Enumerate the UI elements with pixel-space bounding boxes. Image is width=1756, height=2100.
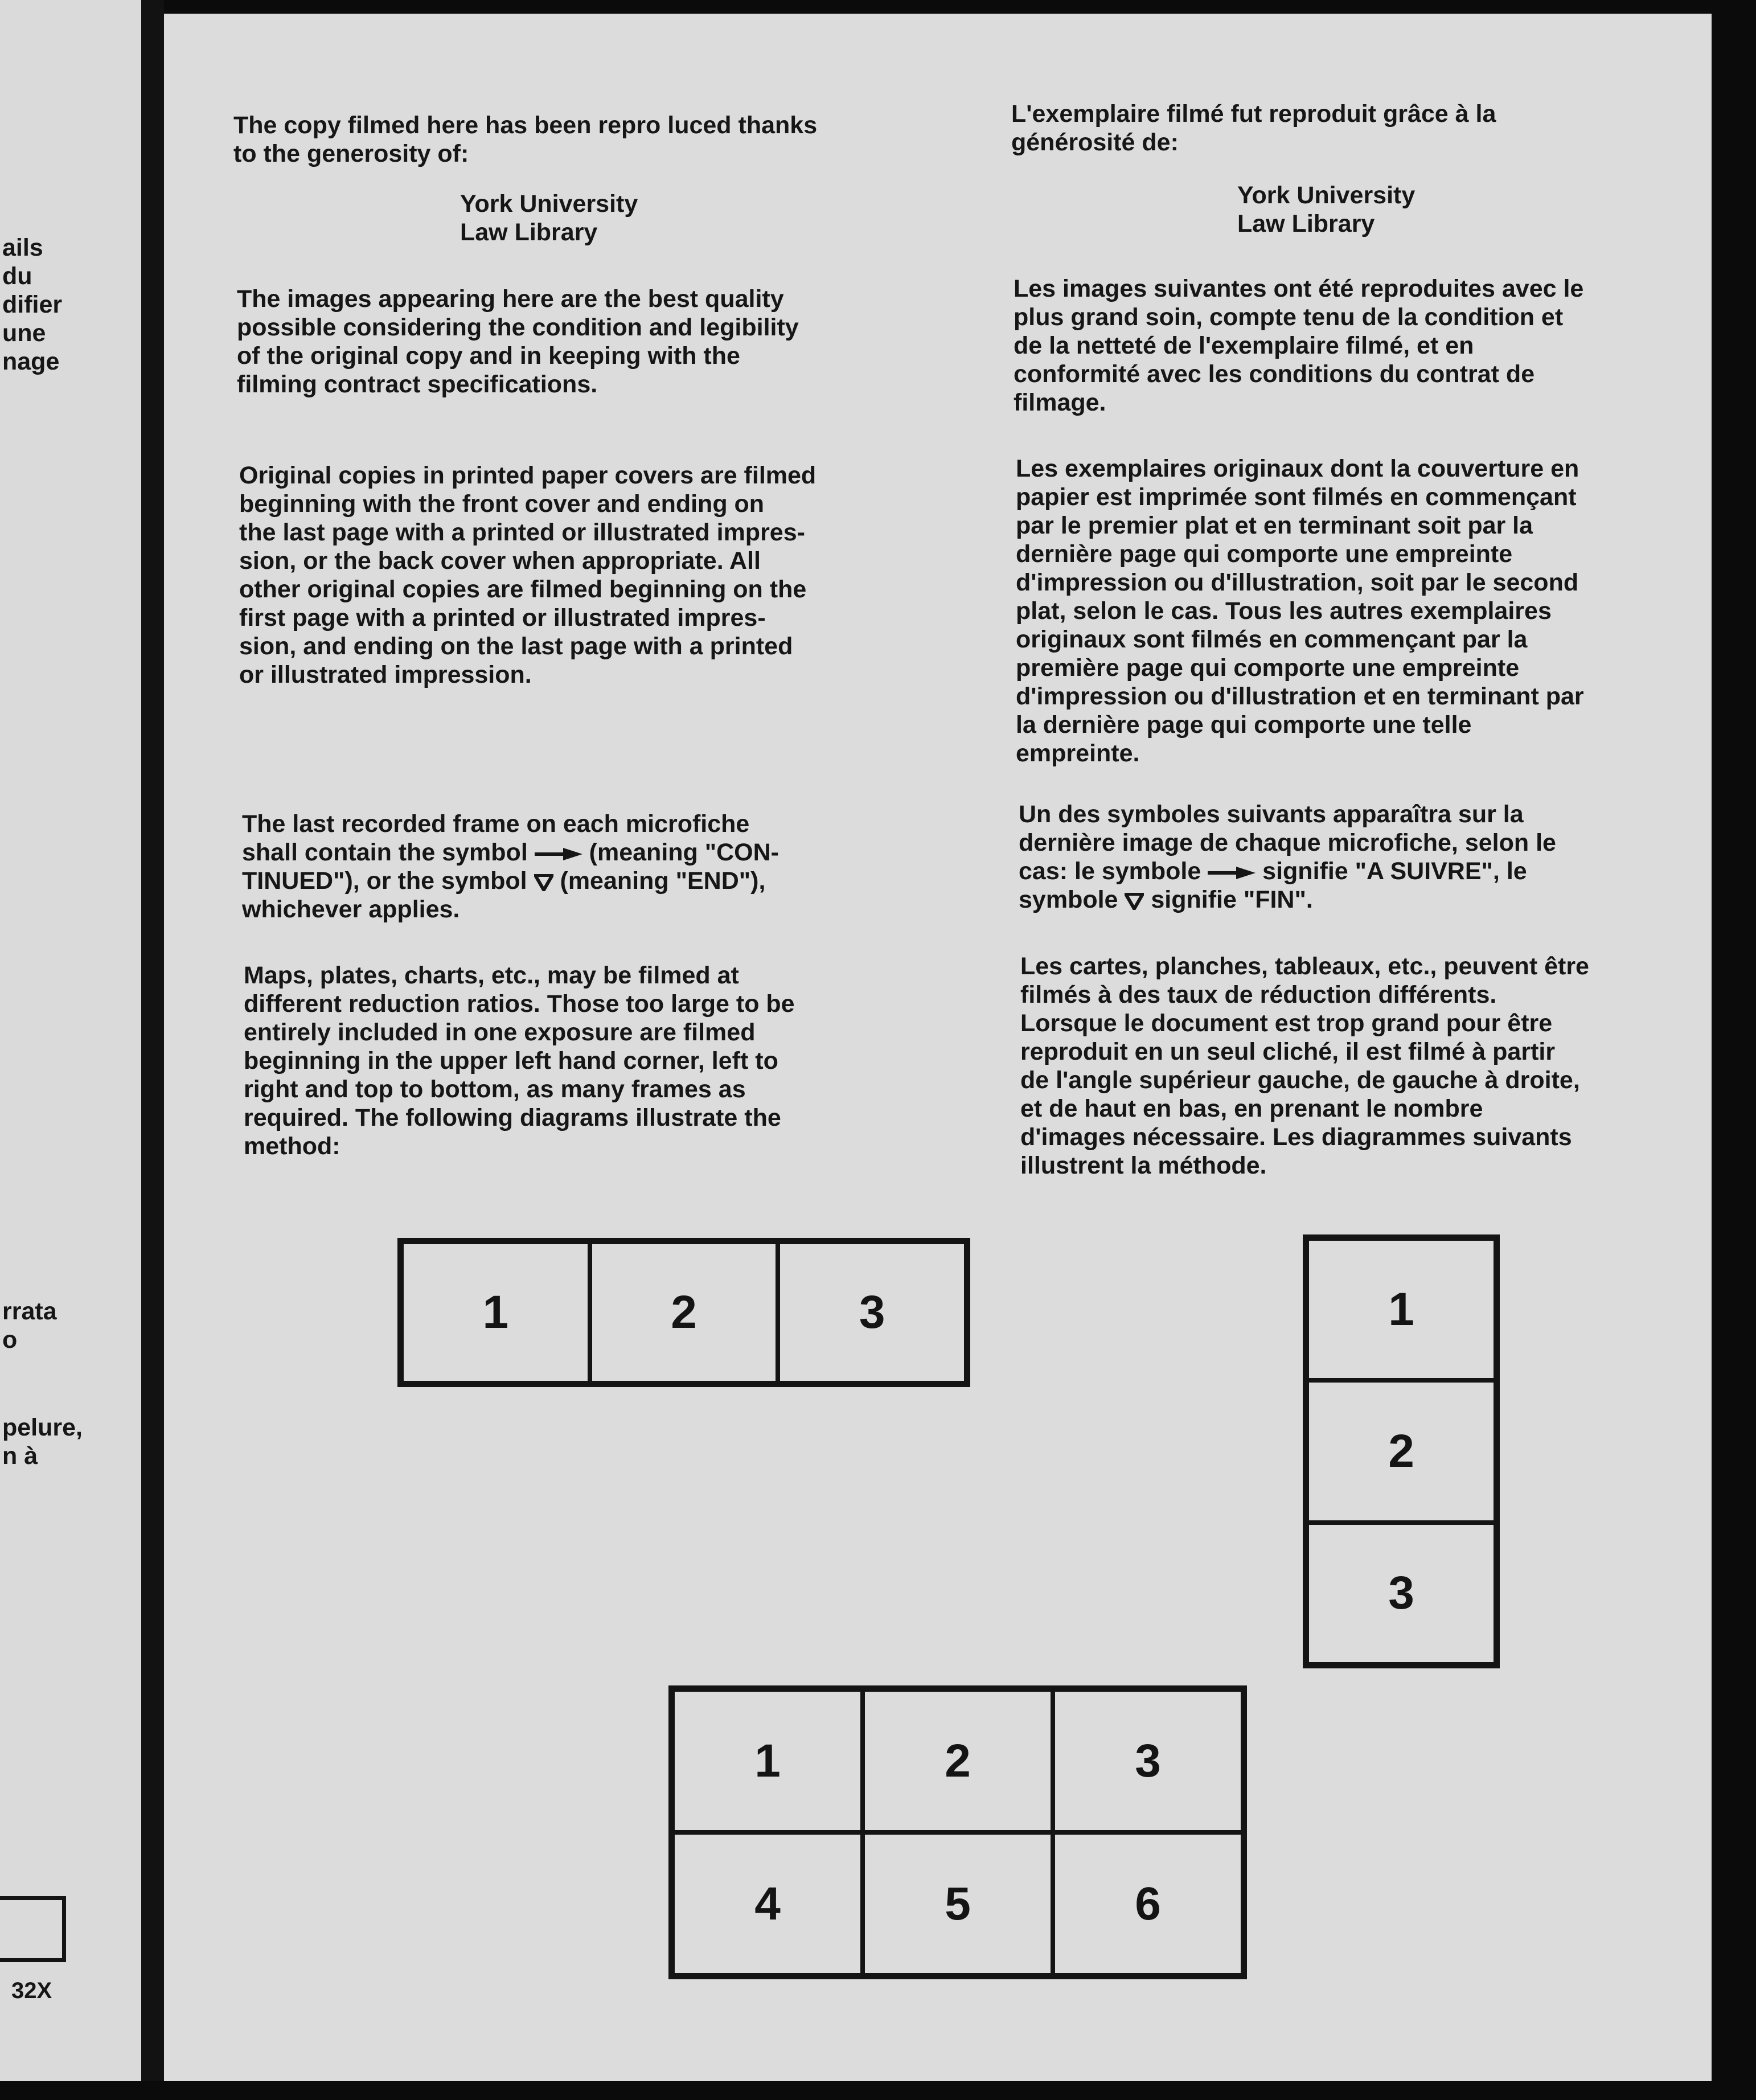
french-symbols-line: Un des symboles suivants apparaîtra sur la bbox=[1019, 801, 1524, 828]
edge-fragment: rrata bbox=[2, 1298, 57, 1325]
end-triangle-icon bbox=[1125, 893, 1144, 910]
frame-cell: 2 bbox=[863, 1689, 1053, 1832]
english-maps-paragraph: Maps, plates, charts, etc., may be filmed at different reduction ratios. Those too large to be entirely included in one exposure are filmed beginning in the upper left hand corner, left to right and top to bottom, as many frames as required. The following diagrams illustrate the method: bbox=[244, 962, 795, 1160]
frame-cell: 3 bbox=[778, 1242, 966, 1383]
french-symbols-line: cas: le symbole signifie "A SUIVRE", le bbox=[1019, 858, 1527, 885]
english-covers-paragraph: Original copies in printed paper covers are filmed beginning with the front cover and ending on the last page with a printed or illustrated impres- sion, or the back cover when appropriate. All other original copies are filmed beginning on the first page with a printed or illustrated impres- sion, and ending on the last page with a printed or illustrated impression. bbox=[239, 462, 817, 688]
edge-fragment: une bbox=[2, 319, 46, 347]
english-institution: York University Law Library bbox=[460, 190, 638, 246]
diagram-vertical-frames bbox=[1303, 1234, 1500, 1668]
english-symbols-line: TINUED"), or the symbol (meaning "END"), bbox=[242, 867, 766, 895]
english-intro: The copy filmed here has been repro luced thanks to the generosity of: bbox=[233, 112, 818, 167]
reduction-ratio-label: 32X bbox=[11, 1978, 52, 2003]
english-symbols-line: The last recorded frame on each microfiche bbox=[242, 810, 750, 838]
frame-cell: 1 bbox=[401, 1242, 590, 1383]
french-intro: L'exemplaire filmé fut reproduit grâce à la générosité de: bbox=[1011, 100, 1496, 156]
edge-fragment: difier bbox=[2, 291, 63, 318]
english-symbols-paragraph bbox=[242, 810, 779, 924]
french-institution: York University Law Library bbox=[1237, 182, 1416, 237]
end-triangle-icon bbox=[534, 874, 553, 891]
french-quality-paragraph: Les images suivantes ont été reproduites avec le plus grand soin, compte tenu de la condition et de la netteté de l'exemplaire filmé, et en conformité avec les conditions du contrat de filmage. bbox=[1014, 275, 1584, 416]
french-symbols-line: dernière image de chaque microfiche, selon le bbox=[1019, 829, 1556, 856]
reduction-target-box bbox=[0, 1896, 66, 1962]
french-symbols-paragraph bbox=[1019, 800, 1556, 914]
binding-spine bbox=[141, 0, 164, 2100]
edge-fragment: ails bbox=[2, 234, 43, 261]
french-maps-paragraph: Les cartes, planches, tableaux, etc., peuvent être filmés à des taux de réduction différents. Lorsque le document est trop grand pour être reproduit en un seul cliché, il est filmé à partir de l'angle supérieur gauche, de gauche à droite, et de haut en bas, en prenant le nombre d'images nécessaire. Les diagrammes suivants illustrent la méthode. bbox=[1020, 953, 1589, 1179]
english-quality-paragraph: The images appearing here are the best quality possible considering the condition and legibility of the original copy and in keeping with the filming contract specifications. bbox=[237, 285, 799, 398]
frame-cell: 3 bbox=[1307, 1523, 1496, 1664]
edge-fragment: pelure, bbox=[2, 1414, 83, 1441]
french-symbols-line: symbole signifie "FIN". bbox=[1019, 886, 1313, 913]
diagram-horizontal-frames bbox=[397, 1238, 970, 1387]
edge-fragment: nage bbox=[2, 348, 60, 375]
frame-cell: 4 bbox=[672, 1832, 863, 1975]
film-border bbox=[0, 2081, 1756, 2100]
continued-arrow-icon bbox=[1208, 866, 1256, 880]
edge-fragment: du bbox=[2, 262, 32, 290]
frame-cell: 3 bbox=[1053, 1689, 1243, 1832]
continued-arrow-icon bbox=[535, 847, 582, 862]
english-symbols-line: shall contain the symbol (meaning "CON- bbox=[242, 839, 779, 866]
english-symbols-line: whichever applies. bbox=[242, 896, 460, 923]
diagram-grid-frames bbox=[668, 1685, 1247, 1979]
frame-cell: 2 bbox=[590, 1242, 778, 1383]
frame-cell: 1 bbox=[1307, 1238, 1496, 1380]
frame-cell: 2 bbox=[1307, 1380, 1496, 1522]
frame-cell: 5 bbox=[863, 1832, 1053, 1975]
french-covers-paragraph: Les exemplaires originaux dont la couverture en papier est imprimée sont filmés en commençant par le premier plat et en terminant soit par la dernière page qui comporte une empreinte d'impression ou d'illustration, soit par le second plat, selon le cas. Tous les autres exemplaires originaux sont filmés en commençant par la première page qui comporte une empreinte d'impression ou d'illustration et en terminant par la dernière page qui comporte une telle empreinte. bbox=[1016, 455, 1584, 767]
frame-cell: 6 bbox=[1053, 1832, 1243, 1975]
edge-fragment: o bbox=[2, 1326, 18, 1353]
edge-fragment: n à bbox=[2, 1442, 38, 1470]
frame-cell: 1 bbox=[672, 1689, 863, 1832]
